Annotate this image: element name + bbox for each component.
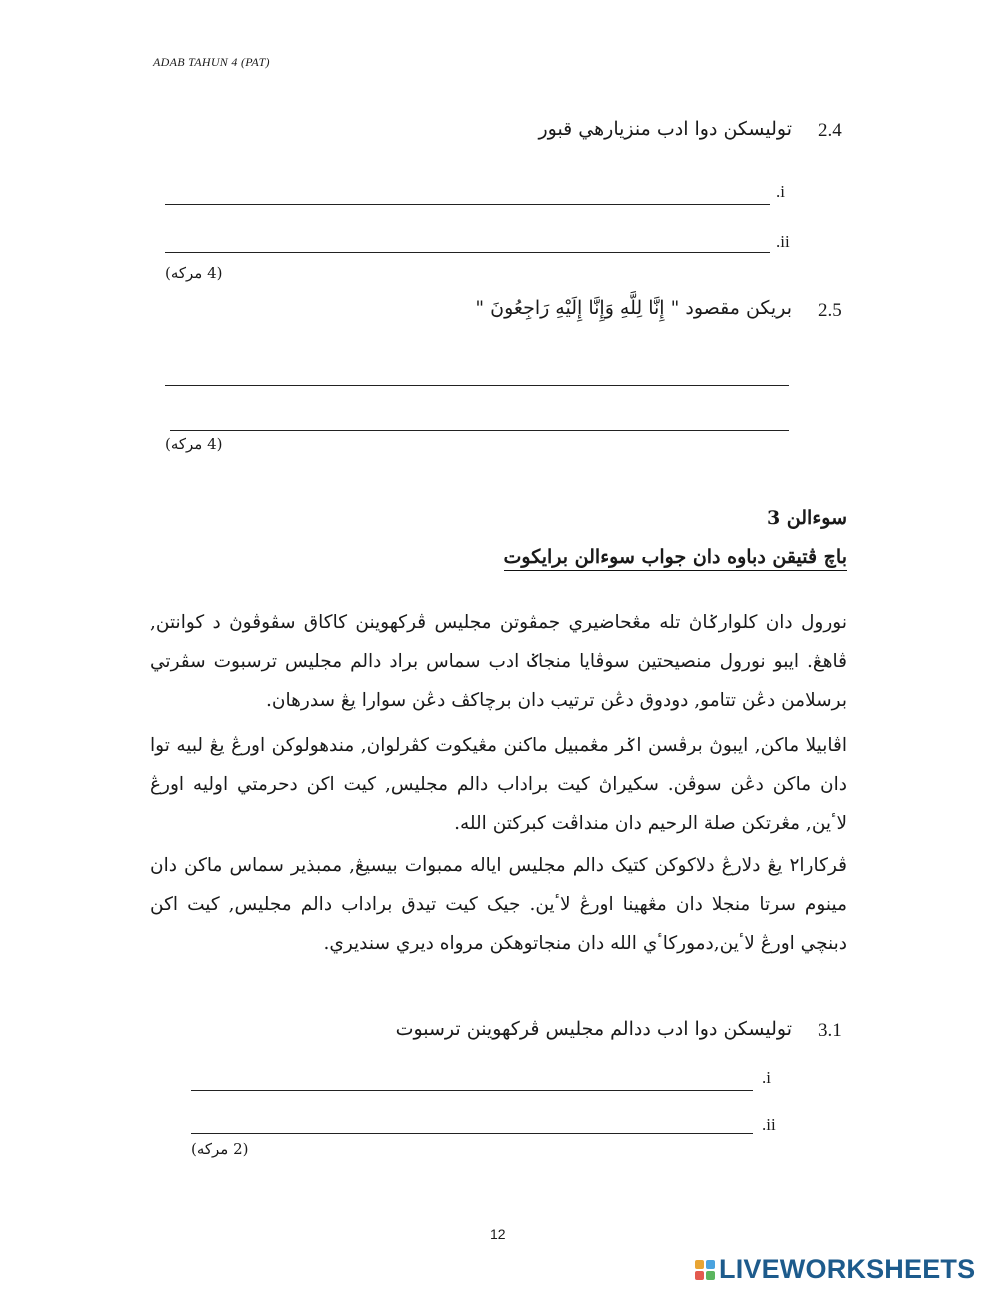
answer-line-2-5-2[interactable] bbox=[170, 430, 789, 431]
question-text-2-4: توليسکن دوا ادب منزيارهي قبور bbox=[538, 118, 792, 140]
section-3-title: سوءالن 3 bbox=[766, 507, 847, 529]
answer-line-3-1-ii[interactable] bbox=[191, 1133, 753, 1134]
question-number-3-1: 3.1 bbox=[818, 1020, 842, 1041]
answer-label-2-4-i: .i bbox=[776, 182, 785, 201]
section-3-instruction bbox=[504, 546, 847, 568]
answer-line-2-4-ii[interactable] bbox=[165, 252, 770, 253]
question-number-2-5: 2.5 bbox=[818, 300, 842, 321]
liveworksheets-brand: LIVEWORKSHEETS bbox=[719, 1254, 976, 1284]
marks-2-5: (4 مرکه) bbox=[165, 435, 223, 453]
question-text-2-5: بريکن مقصود " إِنَّا لِلَّهِ وَإِنَّا إِلَيْهِ رَاجِعُونَ " bbox=[475, 297, 792, 319]
passage-paragraph-3: ڤرکارا٢ يڠ دلارڠ دلاکوکن کتيک دالم مجليس اياله ممبوات بيسيڠ, ممبذير سماس ماکن دان مينوم سرتا منجلا دان مڠهينا اورڠ لاٴين. جيک کيت تيدق براداب دالم مجليس, کيت اکن دبنچي اورڠ لاٴين,دموركاٴي الله دان منجاتوهکن مرواه ديري سنديري. bbox=[150, 855, 847, 954]
passage-paragraph-2: اڤابيلا ماکن, ايبوڽ برڤسن اݢر مڠمبيل ماکنن مڠيکوت کڤرلوان, مندهولوکن اورڠ يڠ لبيه توا دان ماکن دڠن سوڤن. سکيراڽ کيت براداب دالم مجليس, کيت اکن دحرمتي اوليه اورڠ لاٴين, مڠرتکن صلة الرحيم دان منداڤت کبرکتن الله. bbox=[150, 735, 847, 834]
answer-line-2-4-i[interactable] bbox=[165, 204, 770, 205]
question-text-3-1: توليسکن دوا ادب ددالم مجليس ڤرکهوينن ترسبوت bbox=[395, 1018, 792, 1040]
answer-line-3-1-i[interactable] bbox=[191, 1090, 753, 1091]
answer-label-3-1-ii: .ii bbox=[762, 1115, 776, 1134]
answer-line-2-5-1[interactable] bbox=[165, 385, 789, 386]
question-number-2-4: 2.4 bbox=[818, 120, 842, 141]
marks-2-4: (4 مرکه) bbox=[165, 264, 223, 282]
section-3-instruction-text: باچ ڤتيقن دباوه دان جواب سوءالن برايکوت bbox=[504, 546, 847, 571]
answer-label-2-4-ii: .ii bbox=[776, 232, 790, 251]
marks-3-1: (2 مرکه) bbox=[191, 1140, 249, 1158]
document-header: ADAB TAHUN 4 (PAT) bbox=[153, 55, 270, 69]
page-number: 12 bbox=[490, 1226, 506, 1242]
liveworksheets-logo bbox=[695, 1254, 975, 1285]
answer-label-3-1-i: .i bbox=[762, 1068, 771, 1087]
passage-paragraph-1: نورول دان کلوارݢاڽ تله مڠحاضيري جمڤوتن مجليس ڤرکهوينن کاکاق سڤوڤوڽ د کوانتن, ڤاهڠ. ايبو نورول منصيحتين سوڤايا منجاݢ ادب سماس براد دالم مجليس ترسبوت سڤرتي برسلامن دڠن تتامو, دودوق دڠن ترتيب دان برچاکڤ دڠن سوارا يڠ سدرهان. bbox=[150, 612, 847, 711]
liveworksheets-logo-icon bbox=[695, 1260, 715, 1280]
